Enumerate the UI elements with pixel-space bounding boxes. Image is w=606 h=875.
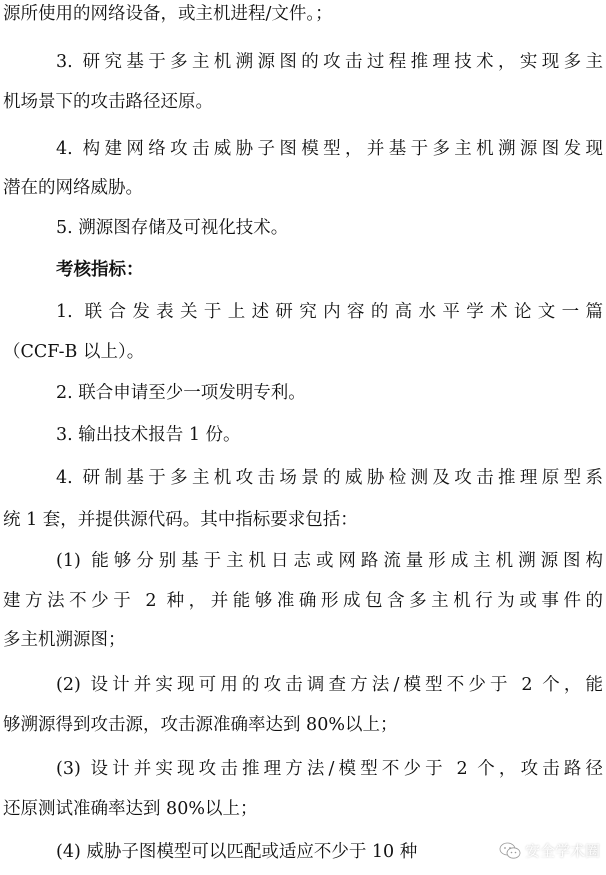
section-heading: 考核指标： xyxy=(56,260,144,280)
watermark xyxy=(499,840,600,861)
text-line: 多主机溯源图； xyxy=(3,630,126,650)
text-line: 4. 构建网络攻击威胁子图模型，并基于多主机溯源图发现 xyxy=(56,139,603,159)
text-line: (1) 能够分别基于主机日志或网路流量形成主机溯源图构 xyxy=(56,551,603,571)
text-line: 4. 研制基于多主机攻击场景的威胁检测及攻击推理原型系 xyxy=(56,468,603,488)
text-line: （CCF-B 以上）。 xyxy=(3,342,145,362)
text-line: 统 1 套，并提供源代码。其中指标要求包括： xyxy=(3,510,358,530)
text-line: (3) 设计并实现攻击推理方法/模型不少于 2 个，攻击路径 xyxy=(56,759,603,779)
text-line: 源所使用的网络设备，或主机进程/文件。； xyxy=(3,4,333,24)
text-line: (4) 威胁子图模型可以匹配或适应不少于 10 种 xyxy=(56,842,418,862)
text-line: 建方法不少于 2 种，并能够准确形成包含多主机行为或事件的 xyxy=(3,591,603,611)
wechat-icon xyxy=(499,842,521,860)
text-line: 3. 研究基于多主机溯源图的攻击过程推理技术，实现多主 xyxy=(56,52,603,72)
text-line: 潜在的网络威胁。 xyxy=(3,178,143,198)
text-line: 3. 输出技术报告 1 份。 xyxy=(56,425,241,445)
text-line: (2) 设计并实现可用的攻击调查方法/模型不少于 2 个，能 xyxy=(56,675,603,695)
text-line: 还原测试准确率达到 80%以上； xyxy=(3,799,258,819)
text-line: 够溯源得到攻击源，攻击源准确率达到 80%以上； xyxy=(3,715,398,735)
text-line: 1. 联合发表关于上述研究内容的高水平学术论文一篇 xyxy=(56,302,603,322)
text-line: 机场景下的攻击路径还原。 xyxy=(3,92,213,112)
text-line: 5. 溯源图存储及可视化技术。 xyxy=(56,218,289,238)
watermark-text: 安全学术圈 xyxy=(524,842,600,860)
text-line: 2. 联合申请至少一项发明专利。 xyxy=(56,383,306,403)
